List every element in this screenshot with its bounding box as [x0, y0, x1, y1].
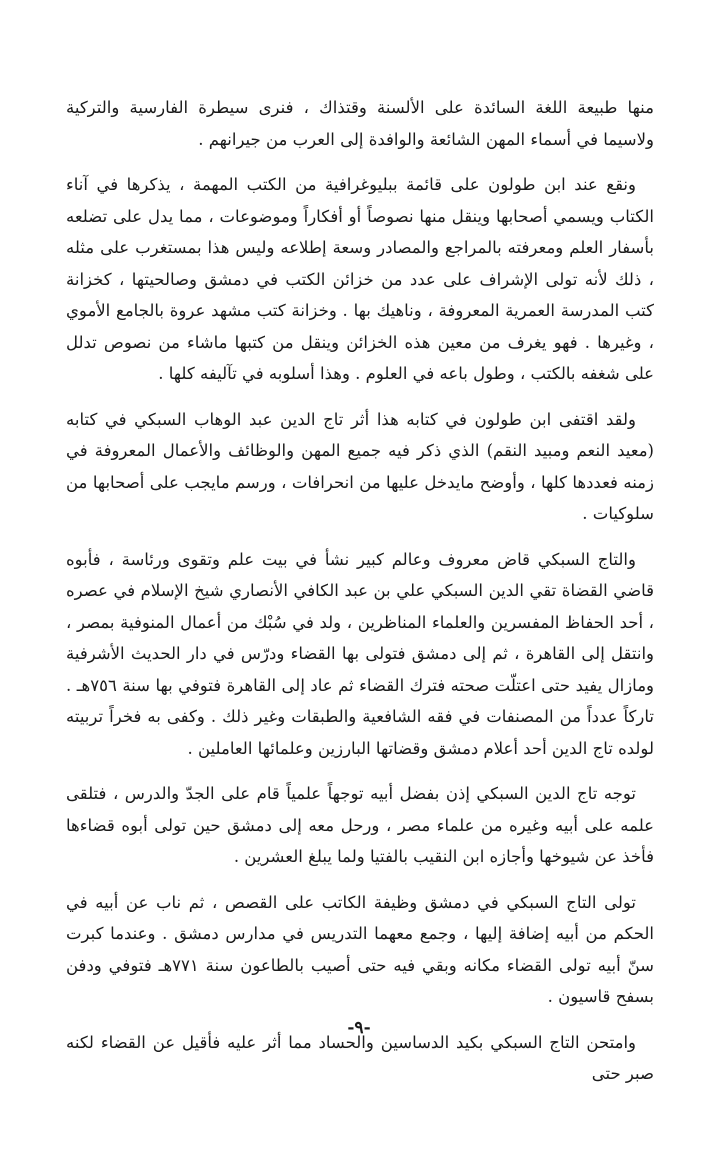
paragraph: وامتحن التاج السبكي بكيد الدساسين والحساد مما أثر عليه فأقيل عن القضاء لكنه صبر حتى: [66, 1032, 654, 1083]
paragraph: ونقع عند ابن طولون على قائمة ببليوغرافية من الكتب المهمة ، يذكرها في آناء الكتاب ويسمي أصحابها وينقل منها نصوصاً أو أفكاراً وموضوعات ، مما يدل على تضلعه بأسفار العلم ومعرفته بالمراجع والمصادر وسعة إطلاعه وليس هذا بمستغرب على مثله ، ذلك لأنه تولى الإشراف على عدد من خزائن الكتب في دمشق وصالحيتها ، كخزانة كتب المدرسة العمرية المعروفة ، وناهيك بها . وخزانة كتب مشهد عروة بالجامع الأموي ، وغيرها . فهو يغرف من معين هذه الخزائن وينقل من كتبها ماشاء من نصوص تدلل على شغفه بالكتب ، وطول باعه في العلوم . وهذا أسلوبه في تآليفه كلها .: [66, 175, 654, 383]
paragraph: تولى التاج السبكي في دمشق وظيفة الكاتب على القصص ، ثم ناب عن أبيه في الحكم من أبيه إضافة إليها ، وجمع معهما التدريس في مدارس دمشق . وعندما كبرت سنّ أبيه تولى القضاء مكانه وبقي فيه حتى أصيب بالطاعون سنة ٧٧١هـ فتوفي ودفن بسفح قاسيون .: [66, 892, 655, 1006]
paragraph: توجه تاج الدين السبكي إذن بفضل أبيه توجهاً علمياً قام على الجدّ والدرس ، فتلقى علمه على أبيه وغيره من علماء مصر ، ورحل معه إلى دمشق حين تولى أبوه قضاءها فأخذ عن شيوخها وأجازه ابن النقيب بالفتيا ولما يبلغ العشرين .: [66, 784, 654, 866]
paragraph: منها طبيعة اللغة السائدة على الألسنة وقتذاك ، فنرى سيطرة الفارسية والتركية ولاسيما في أسماء المهن الشائعة والوافدة إلى العرب من جيرانهم .: [66, 98, 654, 149]
page-number: -٩-: [347, 1018, 371, 1038]
body-text: [66, 92, 654, 1104]
paragraph: والتاج السبكي قاض معروف وعالم كبير نشأ في بيت علم وتقوى ورئاسة ، فأبوه قاضي القضاة تقي الدين السبكي علي بن عبد الكافي الأنصاري شيخ الإسلام في عصره ، أحد الحفاظ المفسرين والعلماء المناظرين ، ولد في سُبْك من أعمال المنوفية بمصر ، وانتقل إلى القاهرة ، ثم إلى دمشق فتولى بها القضاء ودرّس في دار الحديث الأشرفية ومازال يفيد حتى اعتلّت صحته فترك القضاء ثم عاد إلى القاهرة فتوفي بها سنة ٧٥٦هـ . تاركاً عدداً من المصنفات في فقه الشافعية والطبقات وغير ذلك . وكفى به فخراً تربيته لولده تاج الدين أحد أعلام دمشق وقضاتها البارزين وعلمائها العاملين .: [66, 549, 655, 758]
paragraph: ولقد اقتفى ابن طولون في كتابه هذا أثر تاج الدين عبد الوهاب السبكي في كتابه (معيد النعم ومبيد النقم) الذي ذكر فيه جميع المهن والوظائف والأعمال المعروفة في زمنه فعددها كلها ، وأوضح مايدخل عليها من انحرافات ، ورسم مايجب على أصحابها من سلوكيات .: [66, 409, 654, 523]
